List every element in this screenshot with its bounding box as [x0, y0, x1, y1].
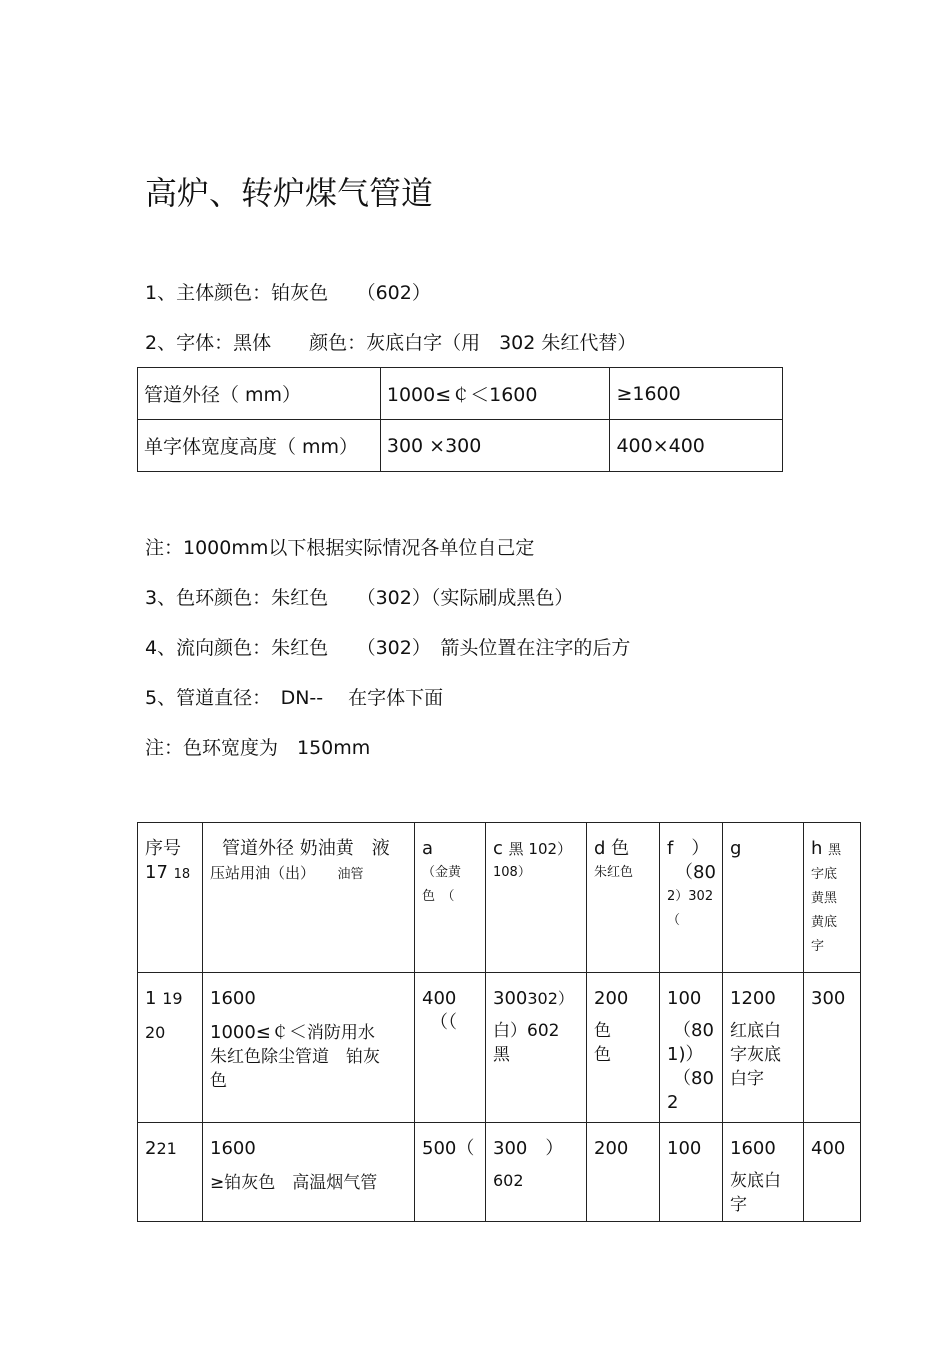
table-cell [415, 1123, 486, 1222]
cell-text: 黄底 [811, 915, 838, 930]
table-cell [138, 973, 203, 1123]
table-cell [486, 823, 587, 973]
cell-text: 白字 [730, 1069, 764, 1089]
cell-text: c [493, 838, 503, 859]
table-row [138, 368, 783, 420]
cell-text: 2 [145, 1138, 157, 1159]
table-row [138, 420, 783, 472]
page-title: 高炉、转炉煤气管道 [145, 174, 434, 212]
cell-text: 19 [162, 989, 183, 1008]
item-flow-color: 4、流向颜色：朱红色 （302） 箭头位置在注字的后方 [145, 637, 631, 659]
cell-text: 1600 [210, 1138, 256, 1159]
table-cell [587, 1123, 660, 1222]
table-cell [660, 973, 723, 1123]
table-cell [587, 973, 660, 1123]
cell-text: 1000≤￠＜ [210, 1022, 307, 1043]
cell-text: 黑 102） [508, 840, 573, 858]
cell-text: 压站用油（出） [210, 864, 308, 882]
table-cell [415, 823, 486, 973]
item-main-color: 1、主体颜色：铂灰色 （602） [145, 282, 431, 304]
cell-text: 100 [667, 988, 702, 1009]
table-cell: 管道外径（ mm） [138, 368, 381, 420]
cell-text: 1200 [730, 988, 776, 1009]
cell-text: 朱红色 [594, 865, 634, 880]
table-cell [804, 823, 861, 973]
cell-text: 300 [811, 988, 846, 1009]
cell-text: 黑 [493, 1045, 510, 1065]
table-cell [138, 1123, 203, 1222]
cell-text: 字 [811, 939, 825, 954]
cell-text: 白）602 [493, 1021, 560, 1041]
cell-text: 黑 [828, 843, 842, 858]
cell-text: d [594, 838, 606, 859]
cell-text: 100 [667, 1138, 702, 1159]
table-row [138, 973, 861, 1123]
cell-text: （80 [673, 1020, 714, 1041]
cell-text: 300 ） [493, 1138, 564, 1159]
cell-text: a [422, 838, 434, 859]
cell-text: 2 [667, 1092, 679, 1113]
cell-text: 字灰底 [730, 1045, 781, 1065]
cell-text: 21 [156, 1139, 177, 1158]
cell-text: 400 [811, 1138, 846, 1159]
cell-text: 色 [594, 1045, 611, 1065]
table-cell [203, 973, 415, 1123]
cell-text: 字 [730, 1195, 747, 1215]
cell-text: g [730, 838, 742, 859]
table-cell [804, 973, 861, 1123]
table-cell [203, 823, 415, 973]
cell-text: 1600 [730, 1138, 776, 1159]
note-below-1000: 注：1000mm以下根据实际情况各单位自己定 [145, 537, 535, 559]
cell-text: h [811, 838, 823, 859]
cell-text: （80 [673, 1068, 714, 1089]
cell-text: 序号 [145, 838, 181, 859]
note-ring-width: 注：色环宽度为 150mm [145, 737, 371, 759]
table-cell: 400×400 [610, 420, 783, 472]
cell-text: 200 [594, 988, 629, 1009]
table-cell: 1000≤￠＜1600 [380, 368, 610, 420]
item-ring-color: 3、色环颜色：朱红色 （302）（实际刷成黑色） [145, 587, 574, 609]
table-cell [203, 1123, 415, 1222]
table-cell [723, 1123, 804, 1222]
cell-text: 1)） [667, 1044, 704, 1065]
cell-text: 色 [611, 838, 630, 859]
cell-text: （金黄 [422, 865, 462, 880]
cell-text: 色 （ [422, 889, 455, 904]
table-row [138, 1123, 861, 1222]
cell-text: 消防用水 [306, 1023, 375, 1043]
cell-text: 602 [493, 1171, 524, 1190]
cell-text: 300 [493, 988, 528, 1009]
table-row [138, 823, 861, 973]
cell-text: 管道外径 [222, 838, 294, 859]
cell-text: 18 [173, 867, 191, 882]
cell-text: 1 [145, 988, 157, 1009]
cell-text: 500（ [422, 1138, 475, 1159]
table-cell [660, 1123, 723, 1222]
cell-text: （80 [675, 862, 716, 883]
cell-text: 红底白 [730, 1021, 781, 1041]
color-table [137, 822, 861, 1222]
cell-text: 17 [145, 862, 168, 883]
cell-text: 色 [210, 1071, 227, 1091]
cell-text-line [210, 1021, 410, 1045]
cell-text: 200 [594, 1138, 629, 1159]
size-table [137, 367, 783, 472]
table-cell [660, 823, 723, 973]
cell-text: 色 [594, 1021, 611, 1041]
cell-text-line [210, 861, 410, 887]
table-cell [415, 973, 486, 1123]
table-cell [804, 1123, 861, 1222]
table-cell [723, 973, 804, 1123]
cell-text: 2）302 [667, 889, 714, 904]
cell-text: （ [667, 913, 681, 928]
table-cell [486, 1123, 587, 1222]
cell-text: f ） [667, 838, 710, 859]
cell-text: 油管 [337, 867, 364, 882]
cell-text: 黄黑 [811, 891, 838, 906]
cell-text: 302） [527, 989, 574, 1008]
item-diameter: 5、管道直径： DN-- 在字体下面 [145, 687, 444, 709]
table-cell [723, 823, 804, 973]
cell-text: 灰底白 [730, 1171, 781, 1191]
table-cell: ≥1600 [610, 368, 783, 420]
cell-text: ≥铂灰色 高温烟气管 [210, 1173, 378, 1193]
table-cell: 单字体宽度高度（ mm） [138, 420, 381, 472]
cell-text: （（ [430, 1012, 457, 1033]
table-cell [486, 973, 587, 1123]
table-cell [587, 823, 660, 973]
table-cell: 300 ×300 [380, 420, 610, 472]
cell-text: 20 [145, 1023, 166, 1042]
cell-text: 奶油黄 液 [299, 838, 390, 859]
cell-text: 朱红色除尘管道 铂灰 [210, 1047, 380, 1067]
table-cell [138, 823, 203, 973]
cell-text: 1600 [210, 988, 256, 1009]
cell-text: 108） [493, 865, 531, 880]
item-font: 2、字体：黑体 颜色：灰底白字（用 302 朱红代替） [145, 332, 637, 354]
cell-text: 400 [422, 988, 457, 1009]
cell-text: 字底 [811, 867, 838, 882]
